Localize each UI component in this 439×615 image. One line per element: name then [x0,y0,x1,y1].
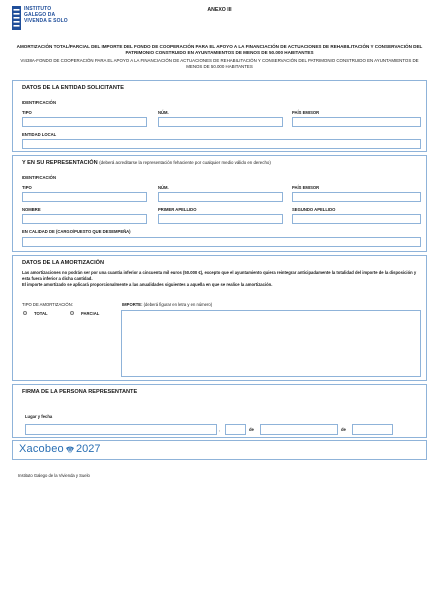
form-subtitle: VI438A-FONDO DE COOPERACIÓN PARA EL APOYO A LA FINANCIACIÓN DE ACTUACIONES DE REHABILITACIÓN Y CONSERVACIÓN DEL PATRIMONIO CONSTRUIDO EN AYUNTAMIENTOS DE MENOS DE 50.000 HABITANTES [20,58,419,69]
pais-label: PAÍS EMISOR [292,185,320,190]
entidad-pais-input[interactable] [292,117,421,127]
entidad-local-input[interactable] [22,139,421,149]
ano-input[interactable] [352,424,393,435]
form-title: AMORTIZACIÓN TOTAL/PARCIAL DEL IMPORTE DEL FONDO DE COOPERACIÓN PARA EL APOYO A LA FINANCIACIÓN DE ACTUACIONES DE REHABILITACIÓN Y CONSERVACIÓN DEL PATRIMONIO CONSTRUIDO EN AYUNTAMIENTOS DE MENOS DE 50.000 HABITANTES [16,44,423,55]
dia-input[interactable] [225,424,246,435]
rep-num-input[interactable] [158,192,283,202]
section-representacion [12,155,427,252]
mes-input[interactable] [260,424,338,435]
tipo-label: TIPO [22,185,32,190]
identificacion-label: IDENTIFICACIÓN [22,100,56,105]
primer-apellido-input[interactable] [158,214,283,224]
footer-text: Instituto Galego de la Vivienda y Suelo [18,473,90,478]
tipo-label: TIPO [22,110,32,115]
entidad-tipo-input[interactable] [22,117,147,127]
primer-apellido-label: PRIMER APELLIDO [158,207,197,212]
total-label: TOTAL [34,311,48,316]
nombre-label: NOMBRE [22,207,41,212]
section-title: Y EN SU REPRESENTACIÓN (deberá acreditarse la representación fehaciente por cualquier medio válido en derecho) [22,160,271,166]
importe-label: IMPORTE: (deberá figurar en letra y en número) [122,302,213,307]
amortizacion-paragraph-2: El importe amortizado se aplicará proporcionalmente a las anualidades siguientes a aquella en que se realice la amortización. [22,282,273,287]
segundo-apellido-label: SEGUNDO APELLIDO [292,207,336,212]
identificacion-label: IDENTIFICACIÓN [22,175,56,180]
tipo-amortizacion-label: TIPO DE AMORTIZACIÓN: [22,302,73,307]
section-title: DATOS DE LA AMORTIZACIÓN [22,260,105,266]
rep-tipo-input[interactable] [22,192,147,202]
comma-separator: , [219,427,221,432]
xacobeo-banner [12,440,427,460]
xacobeo-year: 2027 [76,443,101,455]
de-separator-1: de [249,427,254,432]
de-separator-2: de [341,427,346,432]
section-title: DATOS DE LA ENTIDAD SOLICITANTE [22,85,125,91]
amortizacion-paragraph-1: Las amortizaciones no podrán ser por una cuantía inferior a cincuenta mil euros (50.000 €), excepto que el ayuntamiento quiera reintegrar anticipadamente la totalidad del importe de la disposición y esta fuera inferior a dicha cantidad. [22,270,417,281]
section-title: FIRMA DE LA PERSONA REPRESENTANTE [22,389,138,395]
nombre-input[interactable] [22,214,147,224]
parcial-radio[interactable] [70,311,74,315]
entidad-num-input[interactable] [158,117,283,127]
calidad-input[interactable] [22,237,421,247]
pais-label: PAÍS EMISOR [292,110,320,115]
num-label: NÚM. [158,185,169,190]
lugar-input[interactable] [25,424,217,435]
num-label: NÚM. [158,110,169,115]
calidad-label: EN CALIDAD DE (CARGO/PUESTO QUE DESEMPEÑA) [22,229,131,234]
section-amortizacion [12,255,427,381]
lugar-fecha-label: Lugar y fecha [25,414,53,419]
xacobeo-text: Xacobeo [19,443,64,455]
total-radio[interactable] [23,311,27,315]
segundo-apellido-input[interactable] [292,214,421,224]
importe-textarea[interactable] [121,310,421,377]
scallop-shell-icon [65,445,75,455]
section-entidad [12,80,427,152]
rep-pais-input[interactable] [292,192,421,202]
entidad-local-label: ENTIDAD LOCAL [22,132,57,137]
parcial-label: PARCIAL [81,311,100,316]
anexo-label: ANEXO III [207,7,232,13]
logo-text: INSTITUTO GALEGO DA VIVENDA E SOLO [24,6,68,24]
section-firma [12,384,427,438]
